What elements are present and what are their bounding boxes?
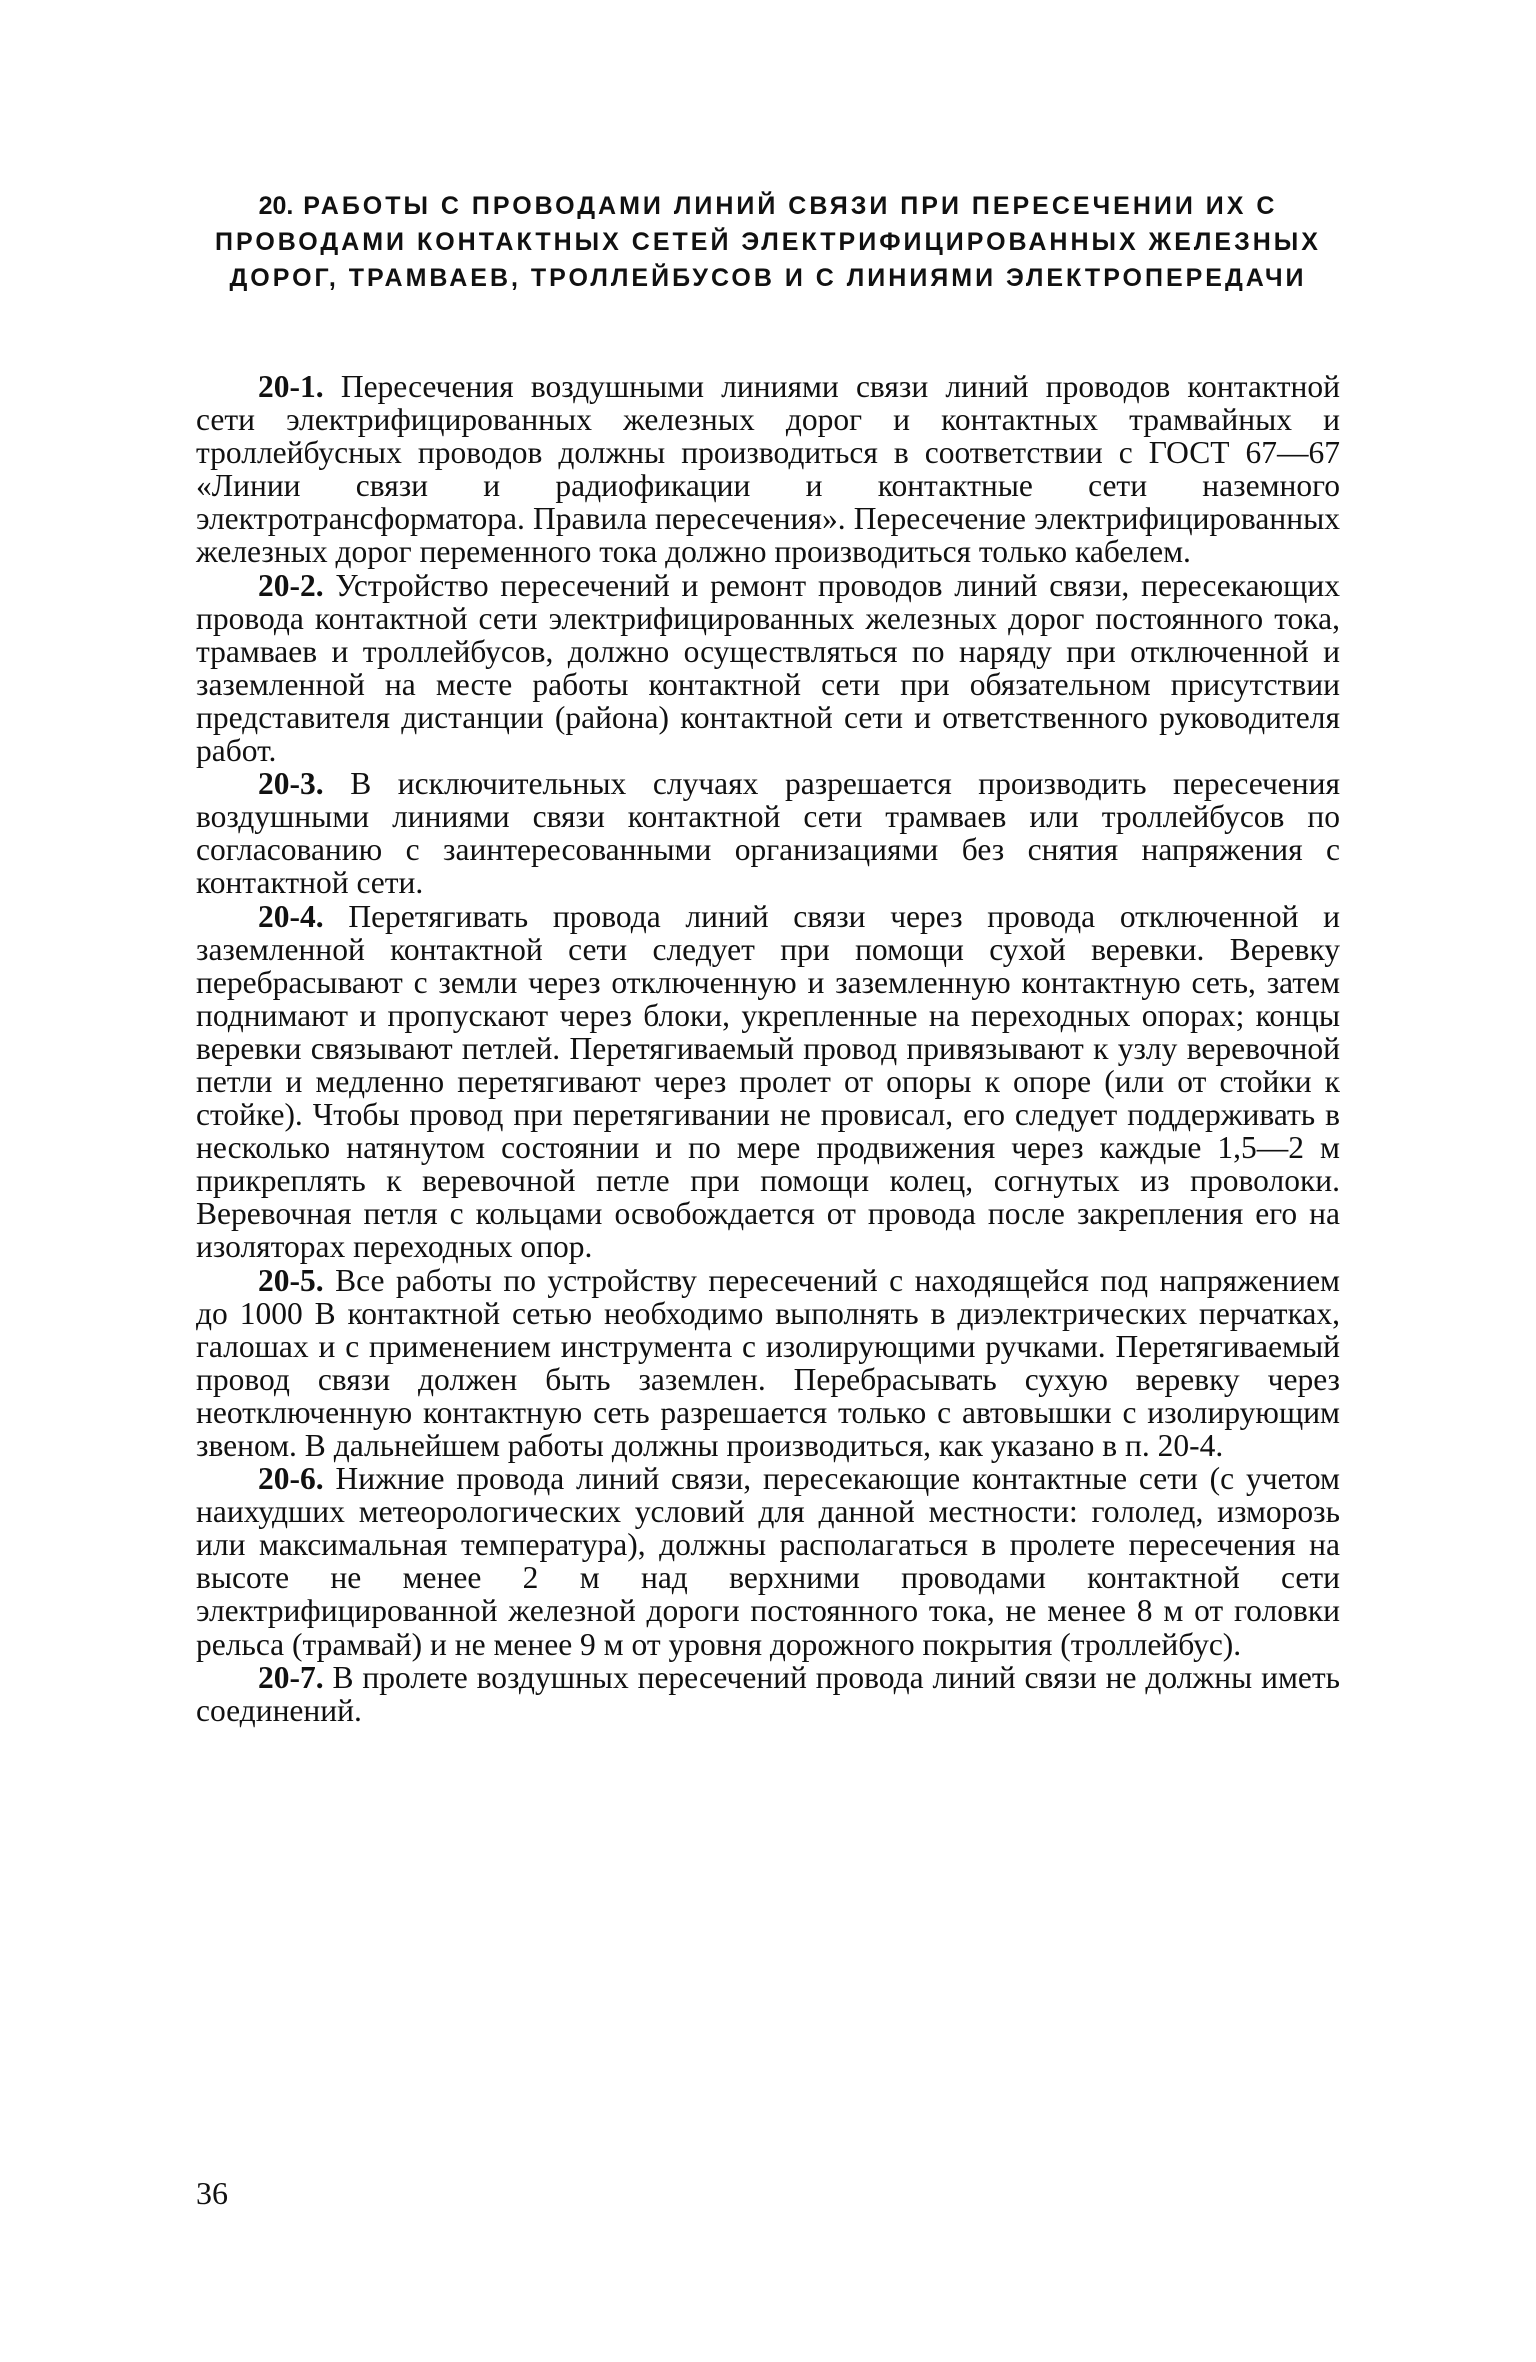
body-text — [196, 370, 1340, 1727]
paragraph-number: 20-3. — [258, 766, 324, 802]
paragraph-20-6 — [196, 1462, 1340, 1661]
paragraph-text: Нижние провода линий связи, пересекающие контактные сети (с учетом наихудших метеорологических условий для данной местности: гололед, изморозь или максимальная температура), должны располагаться в пролете пересечения на высоте не менее 2 м над верхними проводами контактной сети электрифицированной железной дороги постоянного тока, не менее 8 м от головки рельса (трамвай) и не менее 9 м от уровня дорожного покрытия (троллейбус). — [196, 1461, 1340, 1662]
section-title: РАБОТЫ С ПРОВОДАМИ ЛИНИЙ СВЯЗИ ПРИ ПЕРЕСЕЧЕНИИ ИХ С ПРОВОДАМИ КОНТАКТНЫХ СЕТЕЙ ЭЛЕКТРИФИЦИРОВАННЫХ ЖЕЛЕЗНЫХ ДОРОГ, ТРАМВАЕВ, ТРОЛЛЕЙБУСОВ И С ЛИНИЯМИ ЭЛЕКТРОПЕРЕДАЧИ — [215, 192, 1321, 292]
paragraph-text: Перетягивать провода линий связи через провода отключенной и заземленной контактной сети следует при помощи сухой веревки. Веревку перебрасывают с земли через отключенную и заземленную контактную сеть, затем поднимают и пропускают через блоки, укрепленные на переходных опорах; концы веревки связывают петлей. Перетягиваемый провод привязывают к узлу веревочной петли и медленно перетягивают через пролет от опоры к опоре (или от стойки к стойке). Чтобы провод при перетягивании не провисал, его следует поддерживать в несколько натянутом состоянии и по мере продвижения через каждые 1,5—2 м прикреплять к веревочной петле при помощи колец, согнутых из проволоки. Веревочная петля с кольцами освобождается от провода после закрепления его на изоляторах переходных опор. — [196, 898, 1340, 1265]
paragraph-number: 20-1. — [258, 369, 324, 404]
paragraph-number: 20-5. — [258, 1262, 324, 1298]
paragraph-text: Все работы по устройству пересечений с находящейся под напряжением до 1000 В контактной сетью необходимо выполнять в диэлектрических перчатках, галошах и с применением инструмента с изолирующими ручками. Перетягиваемый провод связи должен быть заземлен. Перебрасывать сухую веревку через неотключенную контактную сеть разрешается только с автовышки с изолирующим звеном. В дальнейшем работы должны производиться, как указано в п. 20-4. — [196, 1262, 1340, 1463]
paragraph-text: Устройство пересечений и ремонт проводов линий связи, пересекающих провода контактной сети электрифицированных железных дорог постоянного тока, трамваев и троллейбусов, должно осуществляться по наряду при отключенной и заземленной на месте работы контактной сети при обязательном присутствии представителя дистанции (района) контактной сети и ответственного руководителя работ. — [196, 567, 1340, 769]
paragraph-number: 20-4. — [258, 898, 324, 934]
paragraph-text: В исключительных случаях разрешается производить пересечения воздушными линиями связи контактной сети трамваев или троллейбусов по согласованию с заинтересованными организациями без снятия напряжения с контактной сети. — [196, 766, 1340, 901]
paragraph-20-2 — [196, 569, 1340, 768]
page-number: 36 — [196, 2175, 228, 2211]
paragraph-text: В пролете воздушных пересечений провода линий связи не должны иметь соединений. — [196, 1659, 1340, 1728]
paragraph-number: 20-6. — [258, 1461, 324, 1497]
paragraph-20-1 — [196, 370, 1340, 569]
paragraph-20-7 — [196, 1661, 1340, 1727]
paragraph-20-3 — [196, 767, 1340, 899]
paragraph-number: 20-2. — [258, 567, 324, 603]
paragraph-20-4 — [196, 900, 1340, 1264]
section-heading — [196, 188, 1340, 296]
paragraph-number: 20-7. — [258, 1659, 324, 1695]
paragraph-text: Пересечения воздушными линиями связи линий проводов контактной сети электрифицированных железных дорог и контактных трамвайных и троллейбусных проводов должны производиться в соответствии с ГОСТ 67—67 «Линии связи и радиофикации и контактные сети наземного электротрансформатора. Правила пересечения». Пересечение электрифицированных железных дорог переменного тока должно производиться только кабелем. — [196, 369, 1340, 570]
paragraph-20-5 — [196, 1264, 1340, 1463]
section-number: 20. — [258, 192, 294, 220]
